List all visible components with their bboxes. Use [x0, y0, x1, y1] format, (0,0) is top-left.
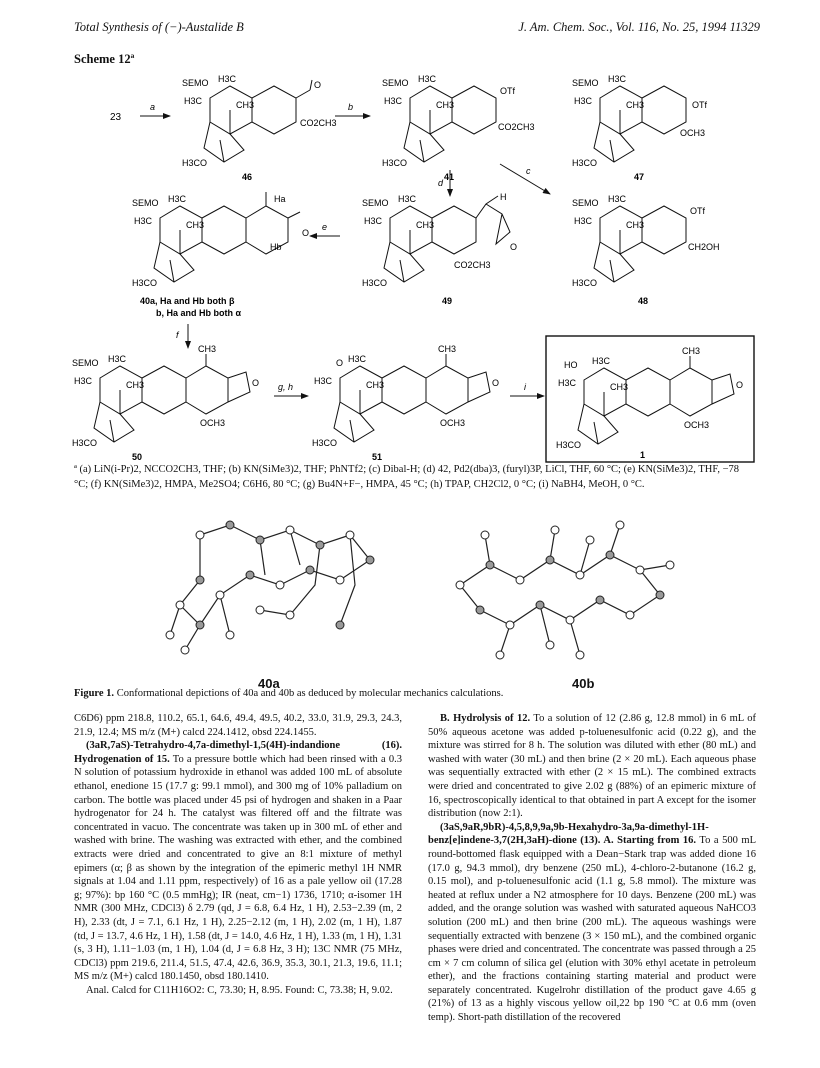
svg-text:H3C: H3C [314, 376, 333, 386]
svg-text:Hb: Hb [270, 242, 282, 252]
compound-47-structure [572, 74, 707, 168]
svg-text:H3CO: H3CO [362, 278, 388, 288]
scheme-title: Scheme 12ª [74, 52, 135, 66]
svg-text:H3C: H3C [184, 96, 203, 106]
svg-text:SEMO: SEMO [182, 78, 209, 88]
svg-text:H3C: H3C [364, 216, 383, 226]
right-para-2 [428, 821, 756, 1025]
svg-text:Ha: Ha [274, 194, 286, 204]
svg-text:OCH3: OCH3 [200, 418, 226, 428]
compound-40a-label: 40a, Ha and Hb both β [140, 296, 235, 306]
compound-40-structure [132, 192, 309, 288]
svg-text:SEMO: SEMO [362, 198, 389, 208]
compound-1-label: 1 [640, 450, 646, 460]
compound-47-label: 47 [634, 172, 645, 182]
compound-41-structure [382, 74, 535, 168]
svg-text:CH3: CH3 [436, 100, 455, 110]
svg-text:H3CO: H3CO [382, 158, 408, 168]
compound-23-label: 23 [110, 112, 122, 123]
model-40b [460, 525, 670, 655]
compound-41-label: 41 [444, 172, 455, 182]
left-para-1: C6D6) ppm 218.8, 110.2, 65.1, 64.6, 49.4, 49.5, 40.2, 33.0, 31.9, 29.3, 24.3, 21.9, 12.4; MS m/z (M+) calcd 224.1412, obsd 224.1455. [74, 713, 402, 738]
scheme-footnote: ª (a) LiN(i-Pr)2, NCCO2CH3, THF; (b) KN(SiMe3)2, THF; PhNTf2; (c) Dibal-H; (d) 42, Pd2(dba)3, (furyl)3P, LiCl, THF, 60 °C; (e) KN(SiMe3)2, THF, −78 °C; (f) KN(SiMe3)2, HMPA, Me2SO4; C6H6, 80 °C; (g) Bu4N+F−, HMPA, 45 °C; (h) TPAP, CH2Cl2, 0 °C; (i) NaBH4, MeOH, 0 °C. [74, 464, 740, 490]
compound-16-heading: (3aR,7aS)-Tetrahydro-4,7a-dimethyl-1,5(4H)-indandione (16). Hydrogenation of 15. [74, 740, 402, 765]
svg-text:H3C: H3C [348, 354, 367, 364]
svg-text:CH3: CH3 [610, 382, 629, 392]
arrow-a-label: a [150, 102, 156, 112]
svg-text:O: O [314, 80, 322, 90]
svg-text:CH3: CH3 [236, 100, 255, 110]
reaction-scheme [70, 66, 760, 466]
left-column [74, 712, 402, 997]
compound-51-structure [312, 344, 499, 448]
svg-text:H3CO: H3CO [72, 438, 98, 448]
arrow-d-label: d [438, 178, 444, 188]
figure-label-40b: 40b [572, 676, 595, 691]
svg-text:H3CO: H3CO [556, 440, 582, 450]
figure-caption-label: Figure 1. [74, 688, 115, 699]
svg-text:SEMO: SEMO [132, 198, 159, 208]
running-header-title: Total Synthesis of (−)-Austalide B [74, 20, 244, 34]
svg-text:H: H [500, 192, 507, 202]
compound-50-structure [72, 344, 259, 448]
svg-text:CH3: CH3 [416, 220, 435, 230]
compound-1-structure [556, 346, 743, 450]
svg-text:H3CO: H3CO [312, 438, 338, 448]
svg-text:SEMO: SEMO [572, 198, 599, 208]
svg-text:H3C: H3C [418, 74, 437, 84]
svg-text:SEMO: SEMO [72, 358, 99, 368]
svg-text:H3C: H3C [218, 74, 237, 84]
svg-text:H3C: H3C [608, 194, 627, 204]
svg-text:H3CO: H3CO [572, 158, 598, 168]
svg-text:H3C: H3C [574, 216, 593, 226]
hydrolysis-heading: B. Hydrolysis of 12. [440, 713, 531, 724]
svg-text:H3C: H3C [108, 354, 127, 364]
svg-text:H3C: H3C [398, 194, 417, 204]
svg-text:CH3: CH3 [126, 380, 145, 390]
svg-text:H3CO: H3CO [132, 278, 158, 288]
svg-text:O: O [252, 378, 260, 388]
svg-text:H3C: H3C [134, 216, 153, 226]
svg-text:CH3: CH3 [198, 344, 217, 354]
svg-text:CO2CH3: CO2CH3 [300, 118, 337, 128]
svg-text:O: O [510, 242, 518, 252]
svg-text:H3C: H3C [558, 378, 577, 388]
figure-caption [74, 688, 754, 699]
compound-46-structure [182, 74, 337, 168]
arrow-c-label: c [526, 166, 531, 176]
model-40a [170, 525, 370, 650]
figure-1-molecular-models [140, 505, 700, 675]
svg-text:H3C: H3C [74, 376, 93, 386]
compound-48-structure [572, 194, 720, 288]
svg-text:HO: HO [564, 360, 578, 370]
right-para-2-body: To a 500 mL round-bottomed flask equipped with a Dean−Stark trap was added dione 16 (17.0 g, 94.3 mmol), dry benzene (250 mL), 4-chloro-2-butanone (16.2 g, 0.15 mol), and p-toluenesulfonic acid (1.1 g, 5.8 mmol). The mixture was heated at reflux under a N2 atmosphere for 10 days. Benzene (200 mL) was added, and the orange solution was washed with saturated aqueous NaHCO3 solution (200 mL) and then brine (200 mL). The aqueous washings were sequentially extracted with benzene (3 × 150 mL), and the combined organic phases were dried and concentrated. The concentrate was passed through a 25 cm × 7 cm column of silica gel (elution with 30% ethyl acetate in petroleum ether), and the fractions containing starting material and product were separately concentrated. Kugelrohr distillation of the product gave 4.65 g (21%) of 13 as a highly viscous yellow oil,22 bp 190 °C at 0.6 mm (oven temp). Short-path distillation of the recovered [428, 835, 756, 1024]
svg-text:H3C: H3C [574, 96, 593, 106]
svg-text:H3C: H3C [168, 194, 187, 204]
compound-49-structure [362, 192, 517, 288]
svg-text:CO2CH3: CO2CH3 [454, 260, 491, 270]
svg-text:CO2CH3: CO2CH3 [498, 122, 535, 132]
svg-text:H3CO: H3CO [572, 278, 598, 288]
svg-text:CH3: CH3 [626, 220, 645, 230]
svg-text:O: O [736, 380, 744, 390]
svg-text:OCH3: OCH3 [440, 418, 466, 428]
svg-text:OTf: OTf [690, 206, 705, 216]
svg-text:OTf: OTf [500, 86, 515, 96]
svg-text:O: O [302, 228, 310, 238]
svg-text:SEMO: SEMO [572, 78, 599, 88]
figure-label-40a: 40a [258, 676, 280, 691]
compound-50-label: 50 [132, 452, 143, 462]
svg-text:O: O [336, 358, 344, 368]
compound-48-label: 48 [638, 296, 649, 306]
svg-text:SEMO: SEMO [382, 78, 409, 88]
svg-text:OTf: OTf [692, 100, 707, 110]
svg-text:OCH3: OCH3 [684, 420, 710, 430]
svg-text:H3C: H3C [608, 74, 627, 84]
svg-text:H3C: H3C [384, 96, 403, 106]
arrow-i-label: i [524, 382, 526, 392]
arrow-gh-label: g, h [278, 382, 294, 392]
left-para-3: Anal. Calcd for C11H16O2: C, 73.30; H, 8.95. Found: C, 73.38; H, 9.02. [86, 984, 393, 996]
compound-13-heading: (3aS,9aR,9bR)-4,5,8,9,9a,9b-Hexahydro-3a,9a-dimethyl-1H-benz[e]indene-3,7(2H,3aH)-dione (13). A. Starting from 16. [428, 821, 709, 847]
svg-text:CH3: CH3 [626, 100, 645, 110]
svg-text:H3C: H3C [592, 356, 611, 366]
svg-text:CH3: CH3 [366, 380, 385, 390]
svg-text:CH3: CH3 [186, 220, 205, 230]
compound-51-label: 51 [372, 452, 383, 462]
compound-46-label: 46 [242, 172, 253, 182]
arrow-f-label: f [176, 330, 179, 340]
svg-text:CH3: CH3 [682, 346, 701, 356]
compound-49-label: 49 [442, 296, 453, 306]
arrow-b-label: b [348, 102, 354, 112]
running-header-journal: J. Am. Chem. Soc., Vol. 116, No. 25, 1994 11329 [518, 20, 760, 34]
left-para-2 [74, 739, 402, 984]
compound-40b-label: b, Ha and Hb both α [156, 308, 242, 318]
svg-text:CH2OH: CH2OH [688, 242, 720, 252]
svg-text:OCH3: OCH3 [680, 128, 706, 138]
right-para-1-body: To a solution of 12 (2.86 g, 12.8 mmol) in 6 mL of 50% aqueous acetone was added p-toluenesulfonic acid (0.22 g), and the mixture was stirred for 8 h. The solution was diluted with ether (80 mL) and washed with water (30 mL) and then brine (2 × 20 mL). Each aqueous phase was sequentially extracted with ether (2 × 15 mL). The combined extracts were dried and concentrated to give 2.02 g (88%) of an epimeric mixture of 16, spectroscopically identical to that obtained in part A except for the isomer distribution (now 2:1). [428, 713, 757, 820]
right-para-1 [428, 712, 756, 821]
figure-caption-text: Conformational depictions of 40a and 40b as deduced by molecular mechanics calculations. [116, 688, 504, 699]
svg-text:H3CO: H3CO [182, 158, 208, 168]
right-column [428, 712, 756, 1025]
left-para-2-body: To a pressure bottle which had been rinsed with a 0.3 N solution of potassium hydroxide in ethanol was added 100 mL of absolute ethanol, enedione 15 (17.7 g: 99.1 mmol), and 300 mg of 10% palladium on carbon. The bottle was placed under 45 psi of hydrogen and shaken in a Paar hydrogenator for 24 h. The catalyst was filtered off and the filtrate was concentrated in vacuo. The concentrate was taken up in 300 mL of ether and washed with brine. The washing was extracted with ether, and the combined extracts were dried and concentrated to give an 8:1 mixture of methyl epimers (α; β as shown by the integration of the epimeric methyl 1H NMR signals at 1.04 and 1.11 ppm, respectively) of 16 as a pale yellow oil (17.28 g; 97%): bp 160 °C (0.5 mmHg); IR (neat, cm−1) 1736, 1710; α-isomer 1H NMR (300 MHz, CDCl3) δ 2.79 (qd, J = 6.8, 6.4 Hz, 1 H), 2.53−2.39 (m, 2 H), 2.33 (dt, J = 7.1, 6.1 Hz, 1 H), 2.25−2.12 (m, 1 H), 2.02 (m, 1 H), 1.87 (td, J = 13.7, 4.6 Hz, 1 H), 1.58 (dt, J = 14.0, 4.6 Hz, 1 H), 1.33 (m, 1 H), 1.31 (s, 3 H), 1.11−1.03 (m, 1 H), 1.04 (d, J = 6.8 Hz, 3 H); 13C NMR (75 MHz, CDCl3) ppm 219.6, 211.4, 51.5, 47.4, 42.6, 36.9, 35.3, 30.1, 21.3, 19.6, 11.1; MS m/z (M+) calcd 180.1450, obsd 180.1410. [74, 753, 402, 983]
arrow-e-label: e [322, 222, 328, 232]
model-40b-atoms [456, 521, 674, 659]
svg-text:O: O [492, 378, 500, 388]
svg-text:CH3: CH3 [438, 344, 457, 354]
model-40a-atoms [166, 521, 374, 654]
